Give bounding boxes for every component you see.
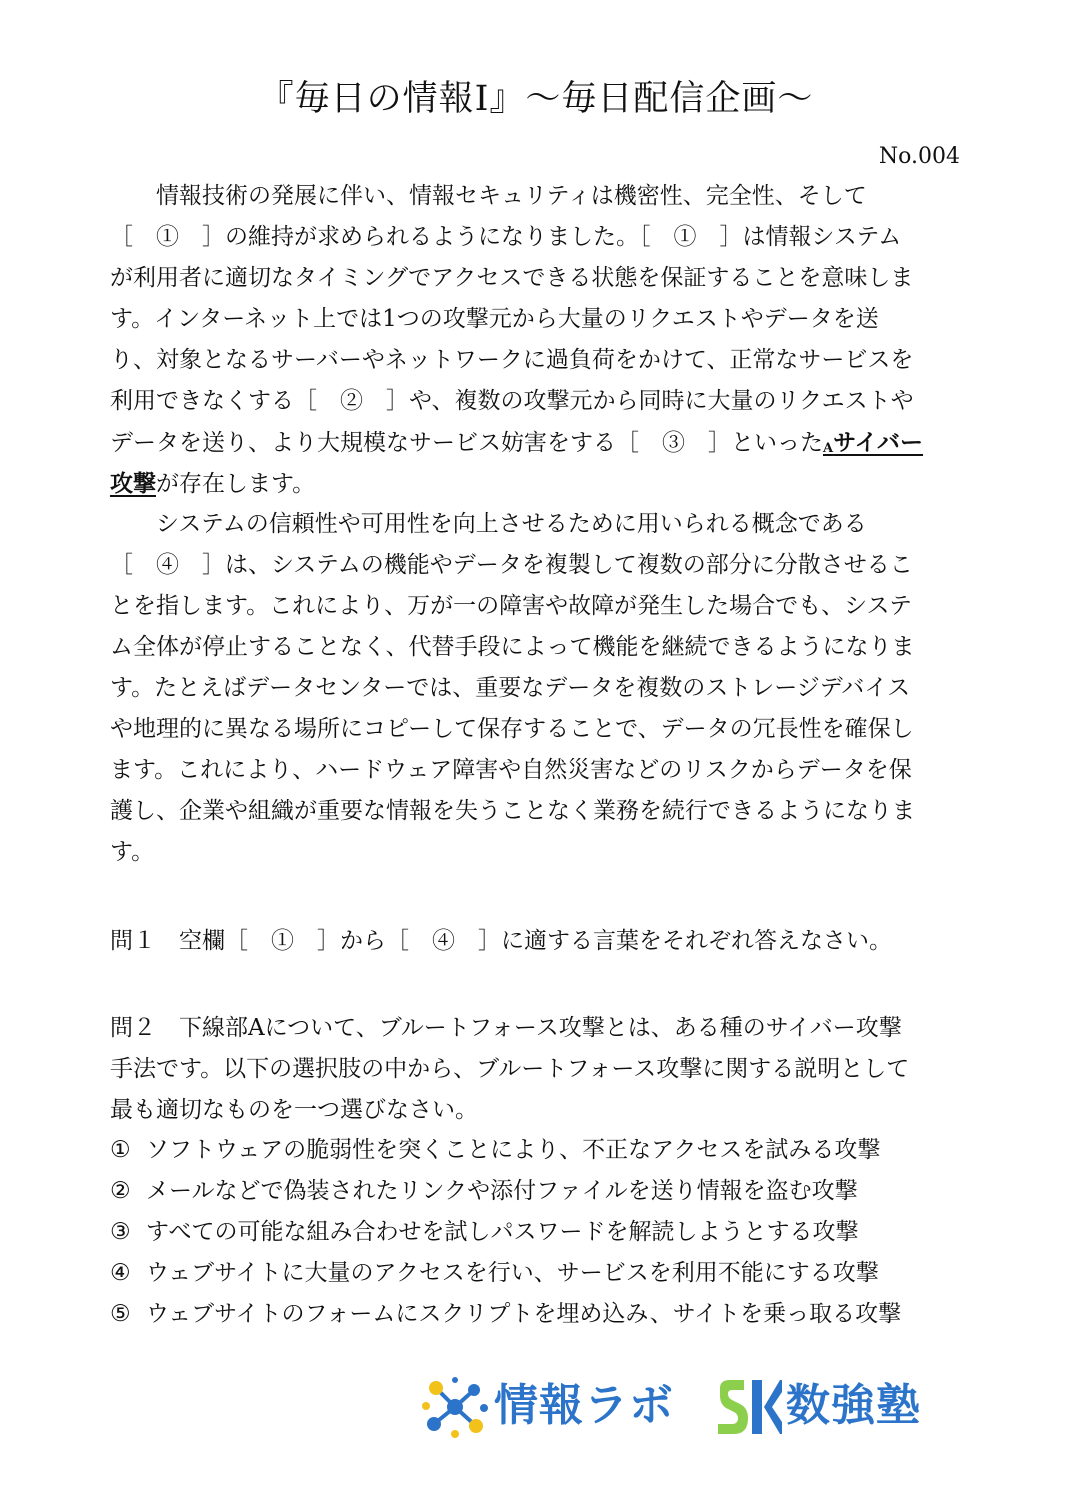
passage-line: 護し、企業や組織が重要な情報を失うことなく業務を続行できるようになりま [110, 798, 915, 824]
choice-number: ⑤ [110, 1301, 131, 1327]
passage-line: ［ ① ］の維持が求められるようになりました。［ ① ］は情報システム [110, 224, 902, 250]
passage-line: システムの信頼性や可用性を向上させるために用いられる概念である [156, 511, 867, 537]
joho-lab-wordmark: 情報ラボ [494, 1380, 674, 1431]
passage-line: が利用者に適切なタイミングでアクセスできる状態を保証することを意味しま [110, 265, 914, 291]
choice-text: すべての可能な組み合わせを試しパスワードを解読しようとする攻撃 [146, 1219, 859, 1245]
passage-line: ます。これにより、ハードウェア障害や自然災害などのリスクからデータを保 [110, 757, 912, 783]
page-title: 『毎日の情報Ⅰ』〜毎日配信企画〜 [258, 79, 814, 119]
choice-item [110, 1253, 962, 1294]
underline-a-end: 攻撃 [110, 470, 156, 497]
passage-2 [110, 504, 962, 873]
choice-number: ③ [110, 1219, 131, 1245]
choice-text: ソフトウェアの脆弱性を突くことにより、不正なアクセスを試みる攻撃 [146, 1137, 881, 1163]
footer-logos [418, 1372, 958, 1442]
choice-number: ② [110, 1178, 131, 1204]
choice-item [110, 1212, 962, 1253]
question-2-line: 最も適切なものを一つ選びなさい。 [110, 1097, 478, 1123]
choice-number: ④ [110, 1260, 131, 1286]
choice-text: ウェブサイトのフォームにスクリプトを埋め込み、サイトを乗っ取る攻撃 [146, 1301, 902, 1327]
document-number: No.004 [878, 144, 960, 169]
choice-item [110, 1294, 962, 1335]
question-1 [110, 921, 962, 962]
choice-text: ウェブサイトに大量のアクセスを行い、サービスを利用不能にする攻撃 [146, 1260, 879, 1286]
choice-item [110, 1171, 962, 1212]
passage-line: り、対象となるサーバーやネットワークに過負荷をかけて、正常なサービスを [110, 347, 914, 373]
passage-1 [110, 176, 962, 504]
passage-line: 情報技術の発展に伴い、情報セキュリティは機密性、完全性、そして [156, 183, 867, 209]
passage-line: 利用できなくする［ ② ］や、複数の攻撃元から同時に大量のリクエストや [110, 388, 914, 414]
passage-line: とを指します。これにより、万が一の障害や故障が発生した場合でも、システ [110, 593, 913, 619]
sukyo-juku-logo [714, 1372, 958, 1442]
sk-monogram-icon [714, 1376, 784, 1438]
sukyo-juku-wordmark: 数強塾 [786, 1380, 921, 1431]
passage-line: す。インターネット上では1つの攻撃元から大量のリクエストやデータを送 [110, 306, 879, 332]
passage-line: や地理的に異なる場所にコピーして保存することで、データの冗長性を確保し [110, 716, 914, 742]
passage-line: す。 [110, 839, 155, 865]
question-1-text: 問１ 空欄［ ① ］から［ ④ ］に適する言葉をそれぞれ答えなさい。 [110, 928, 892, 954]
joho-lab-logo [418, 1372, 698, 1442]
choice-number: ① [110, 1137, 131, 1163]
underline-a-start [823, 429, 923, 456]
question-2 [110, 1008, 962, 1131]
question-2-line: 問２ 下線部Aについて、ブルートフォース攻撃とは、ある種のサイバー攻撃 [110, 1015, 902, 1041]
passage-line [110, 422, 962, 463]
passage-line [110, 463, 962, 504]
choice-item [110, 1130, 962, 1171]
choice-list [110, 1130, 962, 1335]
underline-marker-a: A [823, 441, 834, 456]
molecule-icon [422, 1376, 488, 1438]
passage-line: ム全体が停止することなく、代替手段によって機能を継続できるようになりま [110, 634, 915, 660]
passage-line-text: が存在します。 [156, 471, 316, 497]
passage-line-text: データを送り、より大規模なサービス妨害をする［ ③ ］といった [110, 430, 823, 456]
underline-text: サイバー [833, 429, 924, 456]
passage-line: ［ ④ ］は、システムの機能やデータを複製して複数の部分に分散させるこ [110, 552, 913, 578]
choice-text: メールなどで偽装されたリンクや添付ファイルを送り情報を盗む攻撃 [146, 1178, 858, 1204]
passage-line: す。たとえばデータセンターでは、重要なデータを複数のストレージデバイス [110, 675, 911, 701]
question-2-line: 手法です。以下の選択肢の中から、ブルートフォース攻撃に関する説明として [110, 1056, 910, 1082]
